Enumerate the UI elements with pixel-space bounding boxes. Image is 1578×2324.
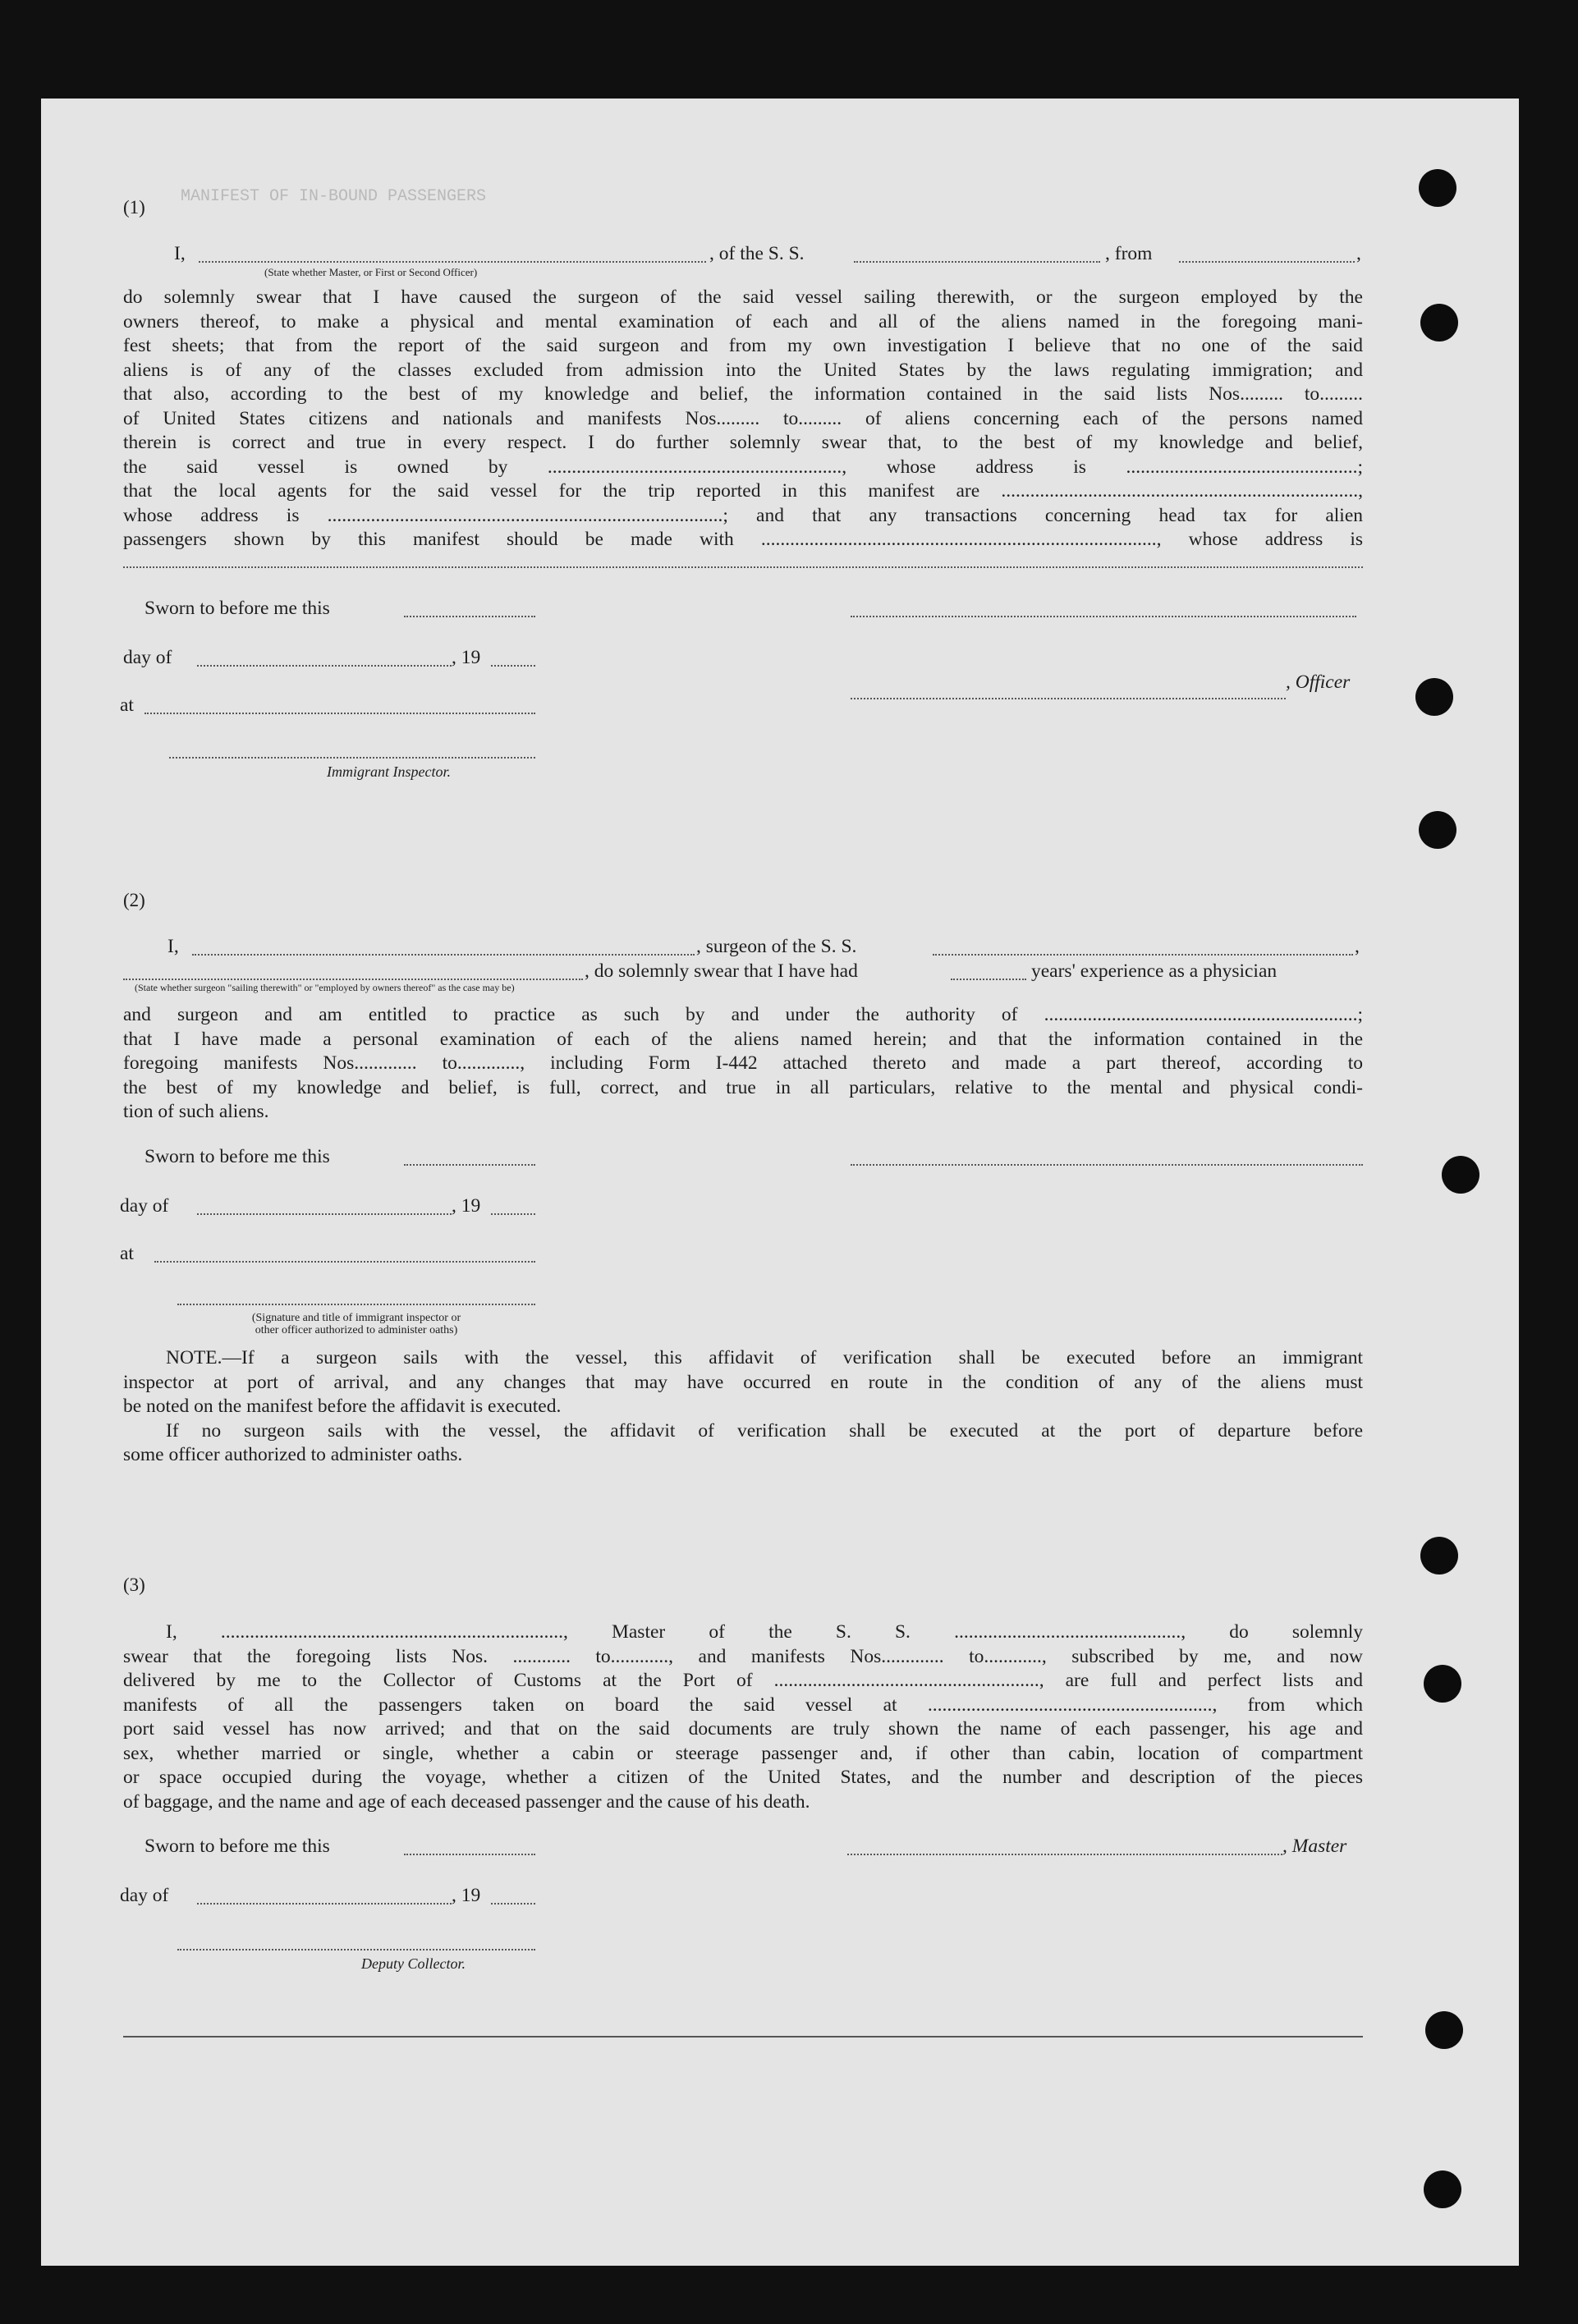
oath-line: that I have made a personal examination of each of the aliens named herein; and that the information contained in the: [123, 1028, 1363, 1050]
oath-line: tion of such aliens.: [123, 1101, 269, 1122]
year-label-2: , 19: [452, 1195, 481, 1217]
sworn-label-2: Sworn to before me this: [144, 1146, 330, 1167]
oath-line: sex, whether married or single, whether a cabin or steerage passenger and, if other than cabin, location of compartment: [123, 1742, 1363, 1764]
oath-line: the best of my knowledge and belief, is full, correct, and true in all particulars, relative to the mental and physical condi-: [123, 1076, 1363, 1098]
at-field-2[interactable]: [154, 1261, 535, 1263]
note-line: NOTE.—If a surgeon sails with the vessel, this affidavit of verification shall be executed before an immigrant: [166, 1347, 1363, 1368]
day-of-label-3: day of: [120, 1885, 169, 1906]
at-label-2: at: [120, 1243, 134, 1264]
year-label-3: , 19: [452, 1885, 481, 1906]
punch-hole-icon: [1419, 169, 1456, 207]
punch-hole-icon: [1419, 811, 1456, 849]
day-of-field-2[interactable]: [197, 1213, 452, 1215]
oath-line: of baggage, and the name and age of each deceased passenger and the cause of his death.: [123, 1790, 810, 1813]
officer-caption: (State whether Master, or First or Second Officer): [264, 266, 478, 278]
punch-hole-icon: [1420, 1537, 1458, 1575]
oath-line: that also, according to the best of my knowledge and belief, the information contained in the said lists Nos......... to.........: [123, 383, 1363, 405]
oath-line: owners thereof, to make a physical and mental examination of each and all of the aliens named in the foregoing mani-: [123, 310, 1363, 332]
section-3-number: (3): [123, 1575, 145, 1595]
inspector-caption: Immigrant Inspector.: [327, 763, 451, 780]
bottom-rule: [123, 2036, 1363, 2038]
officer-name-field[interactable]: [199, 261, 706, 263]
day-of-label-1: day of: [123, 647, 172, 668]
at-label-1: at: [120, 694, 134, 716]
surgeon-prefix: I,: [167, 936, 179, 957]
oath-line: fest sheets; that from the report of the said surgeon and from my own investigation I believe that no one of the said: [123, 335, 1363, 356]
oath-line: manifests of all the passengers taken on board the said vessel at ..........................................................., from which: [123, 1694, 1363, 1716]
section-1-oath: [123, 286, 1363, 552]
sworn-label-1: Sworn to before me this: [144, 598, 330, 619]
surgeon-status-field[interactable]: [123, 979, 583, 980]
note-line: If no surgeon sails with the vessel, the affidavit of verification shall be executed at the port of departure before: [166, 1419, 1363, 1442]
year-field-1[interactable]: [491, 665, 535, 667]
signature-caption-line: (Signature and title of immigrant inspector or: [251, 1312, 461, 1324]
departure-port-field[interactable]: [1179, 261, 1355, 263]
oath-line: therein is correct and true in every respect. I do further solemnly swear that, to the best of my knowledge and belief,: [123, 432, 1363, 453]
punch-hole-icon: [1415, 678, 1453, 716]
surgeon-name-field[interactable]: [192, 954, 695, 956]
oath-line: port said vessel has now arrived; and that on the said documents are truly shown the name of each passenger, his age and: [123, 1718, 1363, 1740]
comma: ,: [1355, 936, 1360, 957]
punch-hole-icon: [1424, 2170, 1461, 2208]
section-1-number: (1): [123, 197, 145, 218]
year-field-2[interactable]: [491, 1213, 535, 1215]
punch-hole-icon: [1442, 1156, 1479, 1194]
signature-caption: [176, 1312, 537, 1336]
collector-signature-field[interactable]: [177, 1949, 535, 1950]
year-label-1: , 19: [452, 647, 481, 668]
oath-line: foregoing manifests Nos............. to............., including Form I-442 attached thereto and made a part thereof, according to: [123, 1052, 1363, 1074]
years-label: years' experience as a physician: [1031, 960, 1278, 982]
bleed-through-text: MANIFEST OF IN-BOUND PASSENGERS: [181, 187, 487, 206]
surgeon-ss-label: , surgeon of the S. S.: [696, 936, 857, 957]
day-of-label-2: day of: [120, 1195, 169, 1217]
authority-signature-field[interactable]: [177, 1304, 535, 1305]
officer-prefix: I,: [174, 243, 186, 264]
section-1: [123, 195, 1363, 220]
swear-label: , do solemnly swear that I have had: [585, 960, 858, 982]
punch-hole-icon: [1425, 2011, 1463, 2049]
day-of-field-3[interactable]: [197, 1903, 452, 1905]
oath-line: and surgeon and am entitled to practice as such by and under the authority of .................................................................;: [123, 1004, 1363, 1025]
vessel-name-field[interactable]: [854, 261, 1100, 263]
at-field-1[interactable]: [144, 713, 535, 714]
master-signature-field[interactable]: [847, 1854, 1282, 1855]
oath-line: or space occupied during the voyage, whether a citizen of the United States, and the number and description of the pieces: [123, 1767, 1363, 1788]
vessel-prefix: , of the S. S.: [709, 243, 805, 264]
sworn-date-field-2[interactable]: [404, 1164, 535, 1166]
note-line: be noted on the manifest before the affidavit is executed.: [123, 1396, 562, 1417]
section-3-oath: [123, 1620, 1363, 1814]
surgeon-vessel-field[interactable]: [933, 954, 1353, 956]
surgeon-signature-field[interactable]: [851, 1164, 1363, 1166]
section-2-oath: [123, 1003, 1363, 1125]
oath-line: that the local agents for the said vessel for the trip reported in this manifest are ..........................................................................,: [123, 480, 1363, 502]
signature-caption-line: other officer authorized to administer oaths): [255, 1324, 458, 1336]
oath-line: I, ......................................................................., Master of the S. S. ..............................................., do solemnly: [166, 1621, 1363, 1643]
oath-line: passengers shown by this manifest should be made with .................................................................................., whose address is: [123, 529, 1363, 550]
inspector-signature-field[interactable]: [169, 757, 535, 759]
note-line: some officer authorized to administer oaths.: [123, 1444, 463, 1465]
master-label: , Master: [1282, 1836, 1347, 1857]
year-field-3[interactable]: [491, 1903, 535, 1905]
surgeon-caption: (State whether surgeon "sailing therewith" or "employed by owners thereof" as the case may be): [135, 982, 515, 993]
years-field[interactable]: [951, 979, 1026, 980]
note-line: inspector at port of arrival, and any changes that may have occurred en route in the condition of any of the aliens must: [123, 1371, 1363, 1393]
from-suffix: ,: [1356, 243, 1361, 264]
oath-line: do solemnly swear that I have caused the surgeon of the said vessel sailing therewith, or the surgeon employed by the: [123, 286, 1363, 308]
collector-caption: Deputy Collector.: [361, 1955, 466, 1972]
officer-signature-field[interactable]: [851, 616, 1356, 617]
sworn-date-field-1[interactable]: [404, 616, 535, 617]
section-3: [123, 1573, 1363, 1597]
sworn-date-field-3[interactable]: [404, 1854, 535, 1855]
oath-line: the said vessel is owned by ............................................................., whose address is ................................................;: [123, 456, 1363, 478]
oath-line: aliens is of any of the classes excluded from admission into the United States by the laws regulating immigration; and: [123, 359, 1363, 381]
from-prefix: , from: [1105, 243, 1153, 264]
punch-hole-icon: [1420, 304, 1458, 341]
officer-label: , Officer: [1286, 672, 1351, 693]
section-2-note: [123, 1346, 1363, 1468]
officer-title-field[interactable]: [851, 698, 1286, 699]
day-of-field-1[interactable]: [197, 665, 452, 667]
punch-hole-icon: [1424, 1665, 1461, 1703]
section-2: [123, 888, 1363, 913]
head-tax-address-field[interactable]: [123, 566, 1363, 568]
oath-line: delivered by me to the Collector of Customs at the Port of ......................................................., are full and perfect lists and: [123, 1670, 1363, 1691]
oath-line: of United States citizens and nationals and manifests Nos......... to......... of aliens concerning each of the persons named: [123, 407, 1363, 429]
oath-line: whose address is ..................................................................................; and that any transactions concerning head tax for alien: [123, 504, 1363, 526]
sworn-label-3: Sworn to before me this: [144, 1836, 330, 1857]
section-2-number: (2): [123, 890, 145, 910]
oath-line: swear that the foregoing lists Nos. ............ to............, and manifests Nos............. to............, subscribed by me, and now: [123, 1645, 1363, 1667]
